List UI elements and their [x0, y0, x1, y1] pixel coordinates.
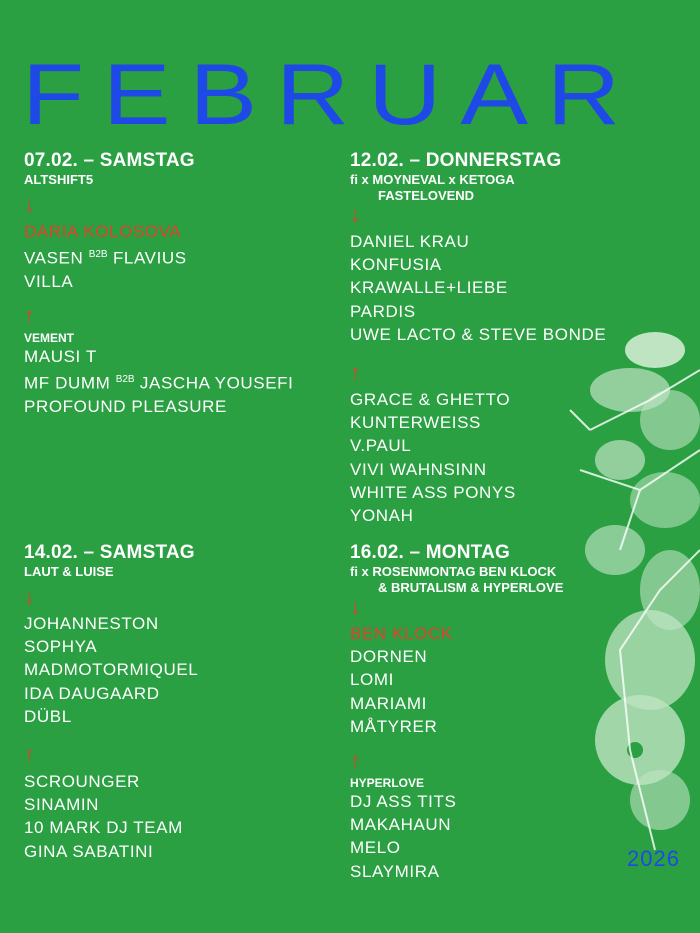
event-host-line2: & BRUTALISM & HYPERLOVE [378, 580, 564, 595]
arrow-up-icon: ↑ [24, 303, 35, 329]
artist: MADMOTORMIQUEL [24, 660, 199, 680]
artist-b2b: VASEN $^{B2B}$ FLAVIUS [24, 248, 187, 268]
event-host: fi x MOYNEVAL x KETOGA [350, 172, 515, 187]
artist: IDA DAUGAARD [24, 683, 160, 703]
event-host: fi x ROSENMONTAG BEN KLOCK [350, 564, 557, 579]
artist: VILLA [24, 272, 74, 292]
event-block-1202 [350, 150, 680, 527]
event-host-line2: FASTELOVEND [378, 188, 475, 203]
artist: SOPHYA [24, 637, 98, 657]
artist: 10 MARK DJ TEAM [24, 818, 183, 838]
event-block-1602 [350, 542, 680, 883]
artist: GRACE & GHETTO [350, 390, 511, 410]
b2b-label: B2B [115, 374, 135, 386]
artist: MELO [350, 838, 401, 858]
event-host: LAUT & LUISE [24, 564, 114, 579]
event-date: 14.02. – SAMSTAG [24, 542, 195, 563]
artist: PROFOUND PLEASURE [24, 397, 227, 417]
arrow-down-icon: ↓ [24, 192, 35, 217]
arrow-down-icon: ↓ [350, 202, 361, 227]
b2b-label: B2B [88, 249, 108, 261]
page-title: FEBRUAR [22, 47, 640, 143]
artist: UWE LACTO & STEVE BONDE [350, 324, 607, 344]
artist: VIVI WAHNSINN [350, 459, 487, 479]
artist: GINA SABATINI [24, 841, 154, 861]
event-date: 12.02. – DONNERSTAG [350, 150, 562, 171]
artist-b2b: MF DUMM $^{B2B}$ JASCHA YOUSEFI [24, 374, 294, 394]
artist: SCROUNGER [24, 772, 140, 792]
arrow-up-icon: ↑ [24, 742, 35, 768]
arrow-up-icon: ↑ [350, 360, 361, 386]
event-host: ALTSHIFT5 [24, 172, 94, 187]
artist: KONFUSIA [350, 255, 442, 275]
artist: KRAWALLE+LIEBE [350, 278, 508, 298]
artist: KUNTERWEISS [350, 413, 481, 433]
artist: MARIAMI [350, 693, 427, 713]
floor-label: VEMENT [24, 331, 75, 346]
artist: MÅTYRER [350, 716, 438, 736]
arrow-down-icon: ↓ [24, 584, 35, 609]
arrow-up-icon: ↑ [350, 748, 361, 774]
artist: PARDIS [350, 301, 416, 321]
artist: JOHANNESTON [24, 614, 159, 633]
artist: MAUSI T [24, 347, 97, 367]
artist-headliner: BEN KLOCK [350, 624, 453, 643]
artist: WHITE ASS PONYS [350, 482, 516, 502]
arrow-down-icon: ↓ [350, 594, 361, 619]
year-label: 2026 [627, 846, 680, 871]
floor-label: HYPERLOVE [350, 776, 425, 791]
event-block-0702 [24, 150, 354, 419]
artist: DANIEL KRAU [350, 232, 470, 251]
event-date: 07.02. – SAMSTAG [24, 150, 195, 171]
artist: SINAMIN [24, 795, 100, 815]
artist: SLAYMIRA [350, 861, 440, 881]
artist: DJ ASS TITS [350, 792, 457, 812]
artist: LOMI [350, 670, 394, 690]
event-block-1402 [24, 542, 354, 863]
artist: MAKAHAUN [350, 815, 452, 835]
artist-headliner: DARIA KOLOSOVA [24, 222, 182, 241]
artist: V.PAUL [350, 436, 412, 456]
artist: YONAH [350, 506, 414, 526]
event-date: 16.02. – MONTAG [350, 542, 510, 563]
artist: DORNEN [350, 647, 428, 667]
artist: DÜBL [24, 706, 72, 726]
